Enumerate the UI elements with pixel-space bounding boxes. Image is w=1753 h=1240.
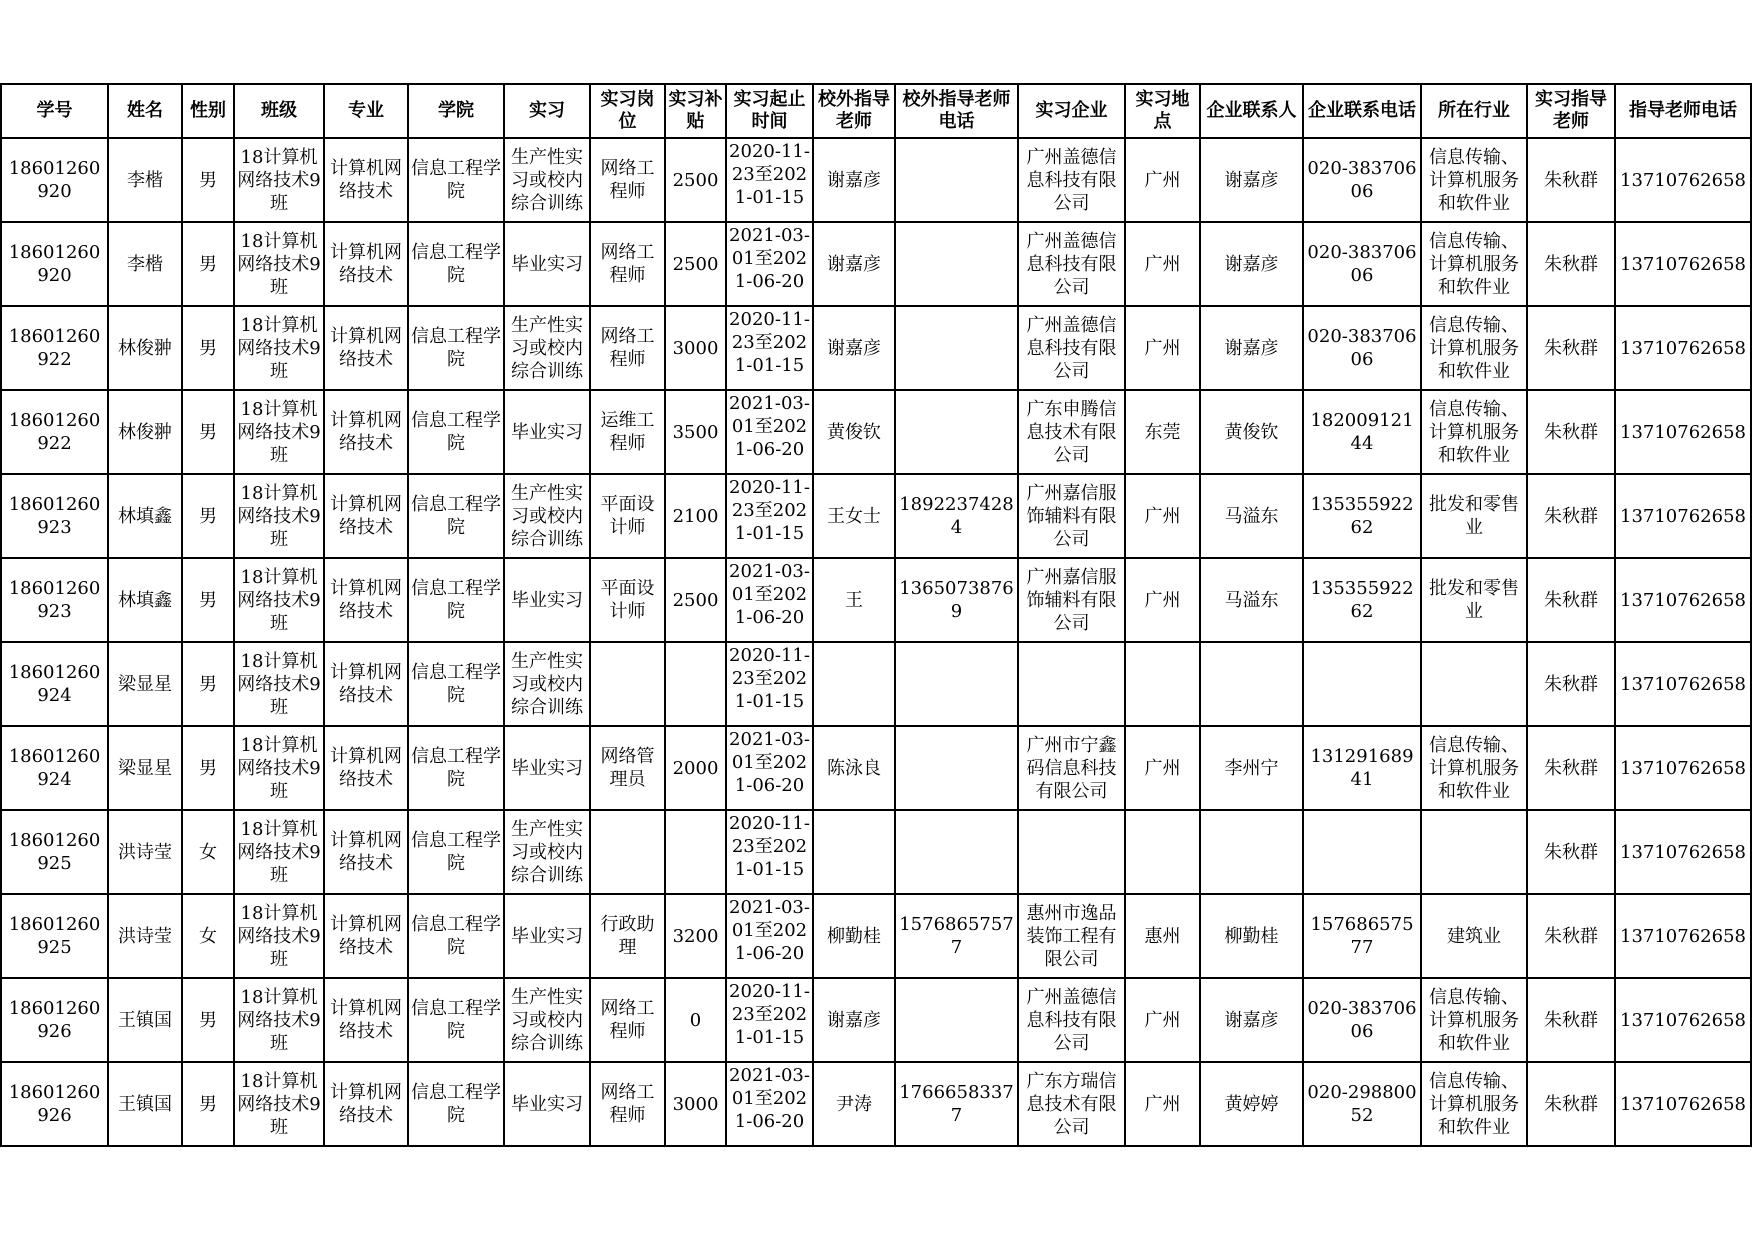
cell-internship-type: 生产性实习或校内综合训练 — [504, 642, 590, 726]
cell-location: 广州 — [1125, 978, 1200, 1062]
col-header-name: 姓名 — [108, 84, 182, 138]
cell-tutor: 朱秋群 — [1527, 306, 1615, 390]
cell-location: 惠州 — [1125, 894, 1200, 978]
cell-position: 运维工程师 — [590, 390, 665, 474]
cell-contact: 谢嘉彦 — [1200, 138, 1303, 222]
cell-name: 李楷 — [108, 138, 182, 222]
period-text: 2020-11-23至2021-01-15 — [729, 477, 810, 544]
cell-contact: 谢嘉彦 — [1200, 222, 1303, 306]
cell-gender: 男 — [182, 1062, 234, 1146]
cell-college: 信息工程学院 — [408, 1062, 504, 1146]
cell-contact-phone: 15768657577 — [1303, 894, 1421, 978]
table-row — [1, 558, 1751, 642]
cell-position: 行政助理 — [590, 894, 665, 978]
cell-college: 信息工程学院 — [408, 726, 504, 810]
col-header-location: 实习地点 — [1125, 84, 1200, 138]
cell-position — [590, 642, 665, 726]
cell-position: 网络工程师 — [590, 138, 665, 222]
cell-position: 网络管理员 — [590, 726, 665, 810]
cell-class: 18计算机网络技术9班 — [234, 642, 324, 726]
cell-major: 计算机网络技术 — [324, 390, 408, 474]
cell-contact-phone: 020-38370606 — [1303, 222, 1421, 306]
cell-contact: 马溢东 — [1200, 558, 1303, 642]
cell-position — [590, 810, 665, 894]
cell-major: 计算机网络技术 — [324, 978, 408, 1062]
col-header-class: 班级 — [234, 84, 324, 138]
cell-internship-type: 毕业实习 — [504, 1062, 590, 1146]
cell-company: 广州市宁鑫码信息科技有限公司 — [1018, 726, 1125, 810]
cell-location: 广州 — [1125, 474, 1200, 558]
cell-subsidy: 2100 — [665, 474, 726, 558]
cell-company — [1018, 810, 1125, 894]
cell-ext-tutor — [813, 642, 895, 726]
cell-tutor-phone: 13710762658 — [1615, 1062, 1751, 1146]
cell-major: 计算机网络技术 — [324, 810, 408, 894]
cell-subsidy: 3200 — [665, 894, 726, 978]
cell-tutor-phone: 13710762658 — [1615, 726, 1751, 810]
cell-class: 18计算机网络技术9班 — [234, 138, 324, 222]
cell-ext-tutor-phone — [895, 390, 1018, 474]
cell-tutor-phone: 13710762658 — [1615, 306, 1751, 390]
cell-contact — [1200, 642, 1303, 726]
cell-class: 18计算机网络技术9班 — [234, 726, 324, 810]
cell-name: 梁显星 — [108, 642, 182, 726]
col-header-company: 实习企业 — [1018, 84, 1125, 138]
cell-industry: 信息传输、计算机服务和软件业 — [1421, 306, 1527, 390]
cell-position: 网络工程师 — [590, 978, 665, 1062]
cell-ext-tutor: 陈泳良 — [813, 726, 895, 810]
cell-subsidy — [665, 810, 726, 894]
cell-subsidy: 0 — [665, 978, 726, 1062]
cell-college: 信息工程学院 — [408, 894, 504, 978]
cell-ext-tutor: 柳勤桂 — [813, 894, 895, 978]
cell-tutor: 朱秋群 — [1527, 642, 1615, 726]
period-text: 2020-11-23至2021-01-15 — [729, 309, 810, 376]
cell-period — [726, 642, 813, 726]
col-header-major: 专业 — [324, 84, 408, 138]
cell-gender: 男 — [182, 642, 234, 726]
cell-ext-tutor: 王 — [813, 558, 895, 642]
cell-student-id: 18601260926 — [1, 978, 108, 1062]
col-header-student-id: 学号 — [1, 84, 108, 138]
col-header-period: 实习起止时间 — [726, 84, 813, 138]
cell-industry: 信息传输、计算机服务和软件业 — [1421, 726, 1527, 810]
cell-class: 18计算机网络技术9班 — [234, 810, 324, 894]
cell-ext-tutor-phone — [895, 138, 1018, 222]
cell-contact-phone: 020-38370606 — [1303, 978, 1421, 1062]
cell-position: 平面设计师 — [590, 558, 665, 642]
cell-subsidy: 3500 — [665, 390, 726, 474]
cell-student-id: 18601260920 — [1, 138, 108, 222]
cell-tutor-phone: 13710762658 — [1615, 894, 1751, 978]
cell-location — [1125, 642, 1200, 726]
cell-major: 计算机网络技术 — [324, 558, 408, 642]
cell-student-id: 18601260922 — [1, 390, 108, 474]
cell-college: 信息工程学院 — [408, 810, 504, 894]
cell-industry: 建筑业 — [1421, 894, 1527, 978]
period-text: 2021-03-01至2021-06-20 — [729, 897, 810, 964]
cell-contact — [1200, 810, 1303, 894]
table-row — [1, 726, 1751, 810]
cell-college: 信息工程学院 — [408, 222, 504, 306]
cell-subsidy: 3000 — [665, 1062, 726, 1146]
cell-tutor: 朱秋群 — [1527, 726, 1615, 810]
col-header-ext-tutor: 校外指导老师 — [813, 84, 895, 138]
cell-period — [726, 726, 813, 810]
cell-company: 广州盖德信息科技有限公司 — [1018, 222, 1125, 306]
internship-table — [0, 83, 1752, 1147]
cell-college: 信息工程学院 — [408, 474, 504, 558]
cell-ext-tutor-phone — [895, 726, 1018, 810]
table-row — [1, 1062, 1751, 1146]
cell-internship-type: 生产性实习或校内综合训练 — [504, 474, 590, 558]
cell-class: 18计算机网络技术9班 — [234, 894, 324, 978]
cell-major: 计算机网络技术 — [324, 138, 408, 222]
cell-student-id: 18601260920 — [1, 222, 108, 306]
cell-ext-tutor-phone: 13650738769 — [895, 558, 1018, 642]
cell-company: 广州嘉信服饰辅料有限公司 — [1018, 558, 1125, 642]
cell-subsidy: 3000 — [665, 306, 726, 390]
col-header-position: 实习岗位 — [590, 84, 665, 138]
cell-tutor-phone: 13710762658 — [1615, 810, 1751, 894]
table-row — [1, 978, 1751, 1062]
cell-gender: 男 — [182, 558, 234, 642]
cell-company: 广州盖德信息科技有限公司 — [1018, 306, 1125, 390]
col-header-ext-tutor-phone: 校外指导老师电话 — [895, 84, 1018, 138]
cell-student-id: 18601260924 — [1, 726, 108, 810]
cell-student-id: 18601260925 — [1, 894, 108, 978]
cell-subsidy: 2500 — [665, 138, 726, 222]
cell-location: 广州 — [1125, 726, 1200, 810]
cell-tutor-phone: 13710762658 — [1615, 642, 1751, 726]
cell-ext-tutor — [813, 810, 895, 894]
cell-ext-tutor: 谢嘉彦 — [813, 306, 895, 390]
cell-major: 计算机网络技术 — [324, 642, 408, 726]
cell-subsidy — [665, 642, 726, 726]
cell-location: 广州 — [1125, 138, 1200, 222]
cell-industry — [1421, 810, 1527, 894]
cell-major: 计算机网络技术 — [324, 306, 408, 390]
table-row — [1, 894, 1751, 978]
cell-gender: 男 — [182, 390, 234, 474]
cell-position: 网络工程师 — [590, 306, 665, 390]
cell-contact-phone: 020-38370606 — [1303, 306, 1421, 390]
cell-college: 信息工程学院 — [408, 138, 504, 222]
cell-tutor-phone: 13710762658 — [1615, 474, 1751, 558]
cell-period — [726, 978, 813, 1062]
cell-location: 广州 — [1125, 306, 1200, 390]
col-header-industry: 所在行业 — [1421, 84, 1527, 138]
cell-company: 广东方瑞信息技术有限公司 — [1018, 1062, 1125, 1146]
table-row — [1, 138, 1751, 222]
cell-industry: 信息传输、计算机服务和软件业 — [1421, 1062, 1527, 1146]
col-header-subsidy: 实习补贴 — [665, 84, 726, 138]
cell-position: 网络工程师 — [590, 222, 665, 306]
cell-position: 网络工程师 — [590, 1062, 665, 1146]
cell-subsidy: 2500 — [665, 558, 726, 642]
cell-contact: 黄婷婷 — [1200, 1062, 1303, 1146]
cell-college: 信息工程学院 — [408, 306, 504, 390]
cell-tutor: 朱秋群 — [1527, 810, 1615, 894]
cell-class: 18计算机网络技术9班 — [234, 1062, 324, 1146]
cell-name: 林俊翀 — [108, 306, 182, 390]
cell-internship-type: 生产性实习或校内综合训练 — [504, 138, 590, 222]
cell-ext-tutor: 谢嘉彦 — [813, 138, 895, 222]
cell-industry — [1421, 642, 1527, 726]
cell-gender: 男 — [182, 474, 234, 558]
cell-name: 林填鑫 — [108, 558, 182, 642]
cell-contact-phone: 13535592262 — [1303, 558, 1421, 642]
cell-gender: 女 — [182, 810, 234, 894]
cell-company: 惠州市逸品装饰工程有限公司 — [1018, 894, 1125, 978]
table-row — [1, 222, 1751, 306]
col-header-gender: 性别 — [182, 84, 234, 138]
period-text: 2020-11-23至2021-01-15 — [729, 645, 810, 712]
cell-student-id: 18601260925 — [1, 810, 108, 894]
cell-student-id: 18601260923 — [1, 558, 108, 642]
cell-tutor: 朱秋群 — [1527, 474, 1615, 558]
cell-tutor-phone: 13710762658 — [1615, 138, 1751, 222]
table-row — [1, 306, 1751, 390]
cell-gender: 男 — [182, 306, 234, 390]
cell-contact: 谢嘉彦 — [1200, 978, 1303, 1062]
cell-major: 计算机网络技术 — [324, 1062, 408, 1146]
cell-location: 广州 — [1125, 222, 1200, 306]
cell-internship-type: 生产性实习或校内综合训练 — [504, 306, 590, 390]
cell-subsidy: 2500 — [665, 222, 726, 306]
cell-class: 18计算机网络技术9班 — [234, 306, 324, 390]
cell-industry: 信息传输、计算机服务和软件业 — [1421, 222, 1527, 306]
cell-college: 信息工程学院 — [408, 642, 504, 726]
cell-industry: 信息传输、计算机服务和软件业 — [1421, 978, 1527, 1062]
cell-college: 信息工程学院 — [408, 558, 504, 642]
cell-contact-phone — [1303, 810, 1421, 894]
cell-ext-tutor: 黄俊钦 — [813, 390, 895, 474]
cell-major: 计算机网络技术 — [324, 222, 408, 306]
cell-internship-type: 毕业实习 — [504, 726, 590, 810]
cell-ext-tutor: 王女士 — [813, 474, 895, 558]
cell-gender: 女 — [182, 894, 234, 978]
cell-industry: 批发和零售业 — [1421, 474, 1527, 558]
cell-name: 林俊翀 — [108, 390, 182, 474]
cell-industry: 信息传输、计算机服务和软件业 — [1421, 138, 1527, 222]
table-row — [1, 642, 1751, 726]
cell-tutor: 朱秋群 — [1527, 390, 1615, 474]
cell-class: 18计算机网络技术9班 — [234, 474, 324, 558]
cell-contact-phone — [1303, 642, 1421, 726]
cell-name: 梁显星 — [108, 726, 182, 810]
table-row — [1, 390, 1751, 474]
cell-gender: 男 — [182, 222, 234, 306]
cell-college: 信息工程学院 — [408, 978, 504, 1062]
cell-ext-tutor-phone — [895, 810, 1018, 894]
cell-name: 洪诗莹 — [108, 894, 182, 978]
cell-student-id: 18601260923 — [1, 474, 108, 558]
cell-ext-tutor-phone — [895, 306, 1018, 390]
period-text: 2021-03-01至2021-06-20 — [729, 561, 810, 628]
cell-period — [726, 390, 813, 474]
cell-period — [726, 306, 813, 390]
cell-ext-tutor: 谢嘉彦 — [813, 978, 895, 1062]
period-text: 2021-03-01至2021-06-20 — [729, 225, 810, 292]
cell-gender: 男 — [182, 978, 234, 1062]
cell-contact: 谢嘉彦 — [1200, 306, 1303, 390]
cell-ext-tutor-phone: 18922374284 — [895, 474, 1018, 558]
cell-period — [726, 222, 813, 306]
table-row — [1, 474, 1751, 558]
period-text: 2020-11-23至2021-01-15 — [729, 981, 810, 1048]
cell-company: 广州盖德信息科技有限公司 — [1018, 138, 1125, 222]
cell-location: 广州 — [1125, 558, 1200, 642]
cell-tutor-phone: 13710762658 — [1615, 978, 1751, 1062]
cell-location: 东莞 — [1125, 390, 1200, 474]
col-header-college: 学院 — [408, 84, 504, 138]
cell-tutor: 朱秋群 — [1527, 138, 1615, 222]
cell-name: 王镇国 — [108, 1062, 182, 1146]
cell-contact-phone: 18200912144 — [1303, 390, 1421, 474]
header-row — [1, 84, 1751, 138]
cell-position: 平面设计师 — [590, 474, 665, 558]
period-text: 2021-03-01至2021-06-20 — [729, 729, 810, 796]
cell-gender: 男 — [182, 138, 234, 222]
cell-student-id: 18601260926 — [1, 1062, 108, 1146]
cell-major: 计算机网络技术 — [324, 894, 408, 978]
cell-internship-type: 毕业实习 — [504, 390, 590, 474]
cell-major: 计算机网络技术 — [324, 474, 408, 558]
cell-tutor-phone: 13710762658 — [1615, 558, 1751, 642]
cell-tutor: 朱秋群 — [1527, 222, 1615, 306]
cell-period — [726, 558, 813, 642]
cell-industry: 批发和零售业 — [1421, 558, 1527, 642]
cell-tutor: 朱秋群 — [1527, 558, 1615, 642]
cell-college: 信息工程学院 — [408, 390, 504, 474]
cell-name: 王镇国 — [108, 978, 182, 1062]
cell-company — [1018, 642, 1125, 726]
cell-name: 林填鑫 — [108, 474, 182, 558]
cell-tutor-phone: 13710762658 — [1615, 222, 1751, 306]
cell-contact: 李州宁 — [1200, 726, 1303, 810]
cell-company: 广州盖德信息科技有限公司 — [1018, 978, 1125, 1062]
cell-period — [726, 474, 813, 558]
cell-location: 广州 — [1125, 1062, 1200, 1146]
cell-class: 18计算机网络技术9班 — [234, 978, 324, 1062]
cell-tutor: 朱秋群 — [1527, 1062, 1615, 1146]
cell-contact: 柳勤桂 — [1200, 894, 1303, 978]
cell-ext-tutor-phone: 15768657577 — [895, 894, 1018, 978]
cell-period — [726, 810, 813, 894]
cell-class: 18计算机网络技术9班 — [234, 558, 324, 642]
col-header-tutor: 实习指导老师 — [1527, 84, 1615, 138]
cell-ext-tutor-phone — [895, 642, 1018, 726]
cell-tutor: 朱秋群 — [1527, 978, 1615, 1062]
cell-ext-tutor-phone — [895, 222, 1018, 306]
cell-location — [1125, 810, 1200, 894]
cell-internship-type: 毕业实习 — [504, 558, 590, 642]
cell-internship-type: 生产性实习或校内综合训练 — [504, 978, 590, 1062]
cell-contact-phone: 020-38370606 — [1303, 138, 1421, 222]
cell-class: 18计算机网络技术9班 — [234, 222, 324, 306]
period-text: 2021-03-01至2021-06-20 — [729, 393, 810, 460]
col-header-contact-phone: 企业联系电话 — [1303, 84, 1421, 138]
cell-tutor: 朱秋群 — [1527, 894, 1615, 978]
cell-internship-type: 毕业实习 — [504, 894, 590, 978]
cell-internship-type: 毕业实习 — [504, 222, 590, 306]
col-header-internship-type: 实习 — [504, 84, 590, 138]
cell-contact-phone: 13535592262 — [1303, 474, 1421, 558]
cell-industry: 信息传输、计算机服务和软件业 — [1421, 390, 1527, 474]
table-row — [1, 810, 1751, 894]
period-text: 2021-03-01至2021-06-20 — [729, 1065, 810, 1132]
cell-ext-tutor: 谢嘉彦 — [813, 222, 895, 306]
period-text: 2020-11-23至2021-01-15 — [729, 141, 810, 208]
col-header-contact: 企业联系人 — [1200, 84, 1303, 138]
cell-contact-phone: 020-29880052 — [1303, 1062, 1421, 1146]
cell-ext-tutor-phone: 17666583377 — [895, 1062, 1018, 1146]
cell-company: 广州嘉信服饰辅料有限公司 — [1018, 474, 1125, 558]
cell-ext-tutor-phone — [895, 978, 1018, 1062]
cell-major: 计算机网络技术 — [324, 726, 408, 810]
col-header-tutor-phone: 指导老师电话 — [1615, 84, 1751, 138]
cell-gender: 男 — [182, 726, 234, 810]
cell-internship-type: 生产性实习或校内综合训练 — [504, 810, 590, 894]
cell-name: 李楷 — [108, 222, 182, 306]
cell-company: 广东申腾信息技术有限公司 — [1018, 390, 1125, 474]
cell-period — [726, 894, 813, 978]
cell-student-id: 18601260924 — [1, 642, 108, 726]
cell-contact: 黄俊钦 — [1200, 390, 1303, 474]
cell-ext-tutor: 尹涛 — [813, 1062, 895, 1146]
cell-class: 18计算机网络技术9班 — [234, 390, 324, 474]
cell-tutor-phone: 13710762658 — [1615, 390, 1751, 474]
cell-student-id: 18601260922 — [1, 306, 108, 390]
cell-period — [726, 1062, 813, 1146]
cell-subsidy: 2000 — [665, 726, 726, 810]
cell-contact-phone: 13129168941 — [1303, 726, 1421, 810]
cell-contact: 马溢东 — [1200, 474, 1303, 558]
cell-period — [726, 138, 813, 222]
period-text: 2020-11-23至2021-01-15 — [729, 813, 810, 880]
cell-name: 洪诗莹 — [108, 810, 182, 894]
